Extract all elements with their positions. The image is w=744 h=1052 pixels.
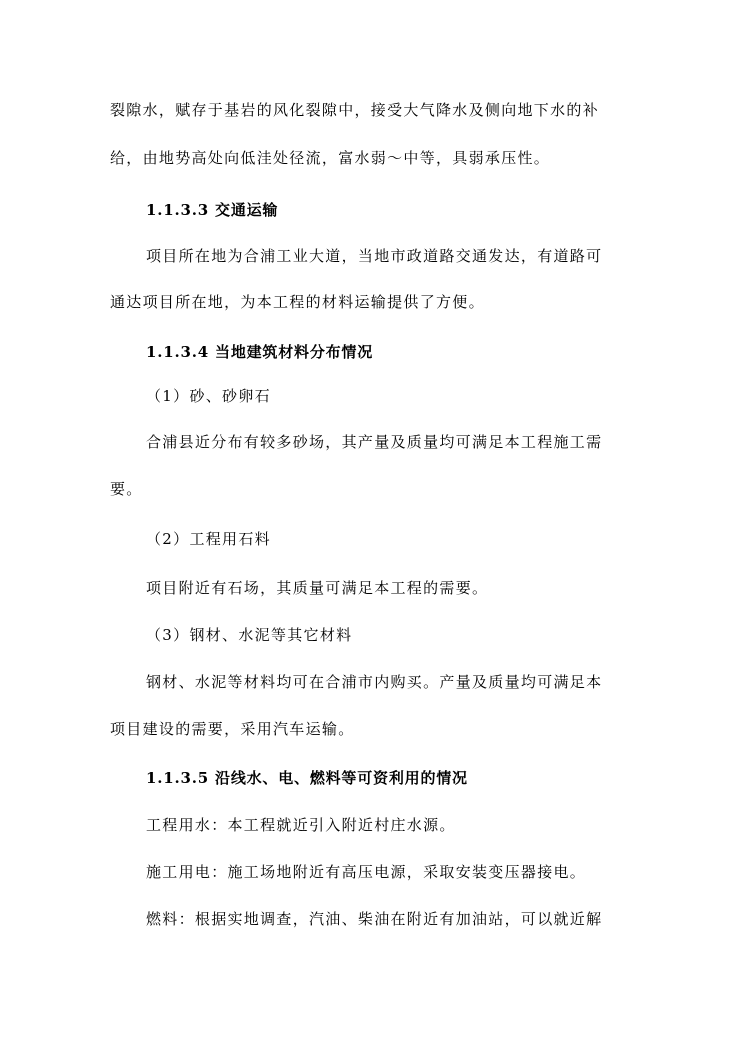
- body-text-line: 施工用电：施工场地附近有高压电源，采取安装变压器接电。: [146, 863, 587, 881]
- section-heading-1-1-3-4: 1.1.3.4 当地建筑材料分布情况: [146, 343, 374, 361]
- body-text-line: 项目建设的需要，采用汽车运输。: [110, 720, 355, 738]
- body-text-line: 给，由地势高处向低洼处径流，富水弱～中等，具弱承压性。: [110, 149, 551, 167]
- list-item-heading: （2）工程用石料: [146, 530, 271, 548]
- body-text-line: 工程用水：本工程就近引入附近村庄水源。: [146, 816, 456, 834]
- body-text-line: 合浦县近分布有较多砂场，其产量及质量均可满足本工程施工需: [146, 433, 603, 451]
- body-text-line: 项目附近有石场，其质量可满足本工程的需要。: [146, 579, 489, 597]
- section-heading-1-1-3-3: 1.1.3.3 交通运输: [146, 201, 279, 219]
- body-text-line: 钢材、水泥等材料均可在合浦市内购买。产量及质量均可满足本: [146, 673, 603, 691]
- body-text-line: 通达项目所在地，为本工程的材料运输提供了方便。: [110, 293, 485, 311]
- body-text-line: 裂隙水，赋存于基岩的风化裂隙中，接受大气降水及侧向地下水的补: [110, 101, 600, 119]
- list-item-heading: （1）砂、砂卵石: [146, 387, 271, 405]
- section-heading-1-1-3-5: 1.1.3.5 沿线水、电、燃料等可资利用的情况: [146, 769, 468, 787]
- list-item-heading: （3）钢材、水泥等其它材料: [146, 626, 353, 644]
- body-text-line: 要。: [110, 480, 143, 498]
- body-text-line: 项目所在地为合浦工业大道，当地市政道路交通发达，有道路可: [146, 247, 603, 265]
- body-text-line: 燃料：根据实地调查，汽油、柴油在附近有加油站，可以就近解: [146, 910, 603, 928]
